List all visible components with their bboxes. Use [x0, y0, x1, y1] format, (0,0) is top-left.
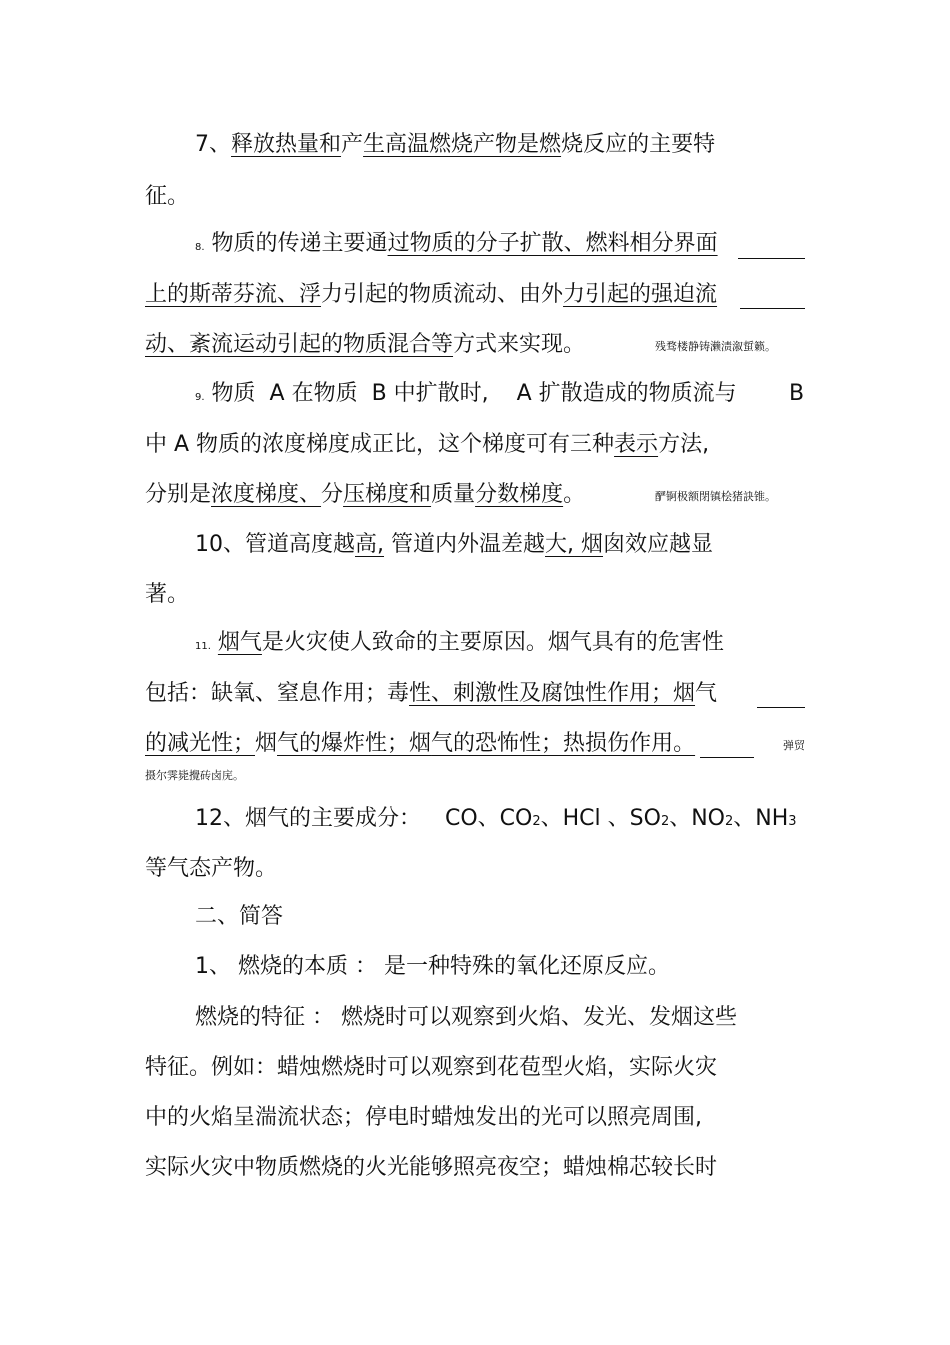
subscript: 3: [788, 814, 797, 829]
answer-blank: 烟: [574, 532, 604, 557]
text: 分别是: [145, 482, 212, 507]
text: 中 A 物质的浓度梯度成正比，这个梯度可有三种: [145, 432, 615, 457]
text: 管道内外温差越: [384, 532, 546, 557]
answer-blank: 分数梯度: [475, 482, 564, 507]
answer-blank: 大,: [545, 532, 575, 557]
item-number: 11.: [195, 641, 211, 652]
text: 力引起的物质流动、由外: [321, 282, 564, 307]
answer-blank: 表示: [614, 432, 659, 457]
item-number: 9.: [195, 392, 205, 403]
item-10-line-2: 著。: [145, 582, 190, 607]
text: 包括：缺氧、窒息作用；毒: [145, 681, 410, 706]
answer-blank: 性、刺激性及腐蚀性作用；烟: [409, 681, 696, 706]
answer-blank: 气的恐怖性；热: [431, 731, 586, 756]
text: 、管道高度越: [223, 532, 356, 557]
text: 烟: [255, 731, 278, 756]
text: 烧反应的主要特: [561, 132, 716, 157]
watermark-note: 残骛楼静铸濑渍溆蜇籁。: [655, 340, 776, 353]
item-number: 7: [195, 132, 209, 157]
answer-blank: 浓度梯度、: [211, 482, 322, 507]
text: 是火灾使人致命的主要原因。烟气具有的危害性: [261, 630, 724, 655]
item-8-line-3: [145, 330, 585, 360]
blank-underline: [757, 707, 805, 708]
text: 方法,: [658, 432, 710, 457]
answer-blank: 过物质的分子扩散、燃料: [387, 231, 630, 256]
answer-1-line-5: 实际火灾中物质燃烧的火光能够照亮夜空；蜡烛棉芯较长时: [145, 1155, 718, 1180]
text: 气: [695, 681, 718, 706]
text: 方式来实现。: [453, 332, 586, 357]
text: 物质的传递主要通: [211, 231, 388, 256]
watermark-note: 酽锕极额閉镇桧猪訣锥。: [655, 490, 776, 503]
answer-1-line-1: 1、 燃烧的本质 ： 是一种特殊的氧化还原反应。: [195, 954, 670, 979]
item-9-line-1: [195, 379, 737, 413]
answer-blank: 释放热量和: [231, 132, 342, 157]
answer-blank: 相分界面: [629, 231, 718, 256]
blank-underline: [740, 308, 805, 309]
item-8-line-1: [195, 229, 718, 263]
item-11-line-3: [145, 729, 695, 759]
blank-underline: [738, 258, 805, 259]
text: CO、CO: [445, 806, 533, 831]
item-9-line-3: [145, 480, 585, 510]
answer-blank: 的减光性；: [145, 731, 256, 756]
answer-1-line-2: 燃烧的特征 ： 燃烧时可以观察到火焰、发光、发烟这些: [195, 1005, 737, 1030]
item-12-line-1: [195, 804, 421, 834]
item-11-line-1: [195, 628, 724, 662]
item-11-line-2: [145, 679, 717, 709]
text: 囱效应越显: [603, 532, 714, 557]
answer-1-line-3: 特征。例如：蜡烛燃烧时可以观察到花苞型火焰，实际火灾: [145, 1055, 718, 1080]
subscript: 2: [532, 814, 541, 829]
item-8-line-2: [145, 280, 717, 310]
answer-blank: 动、: [145, 332, 190, 357]
text: 12、烟气的主要成分：: [195, 806, 421, 831]
watermark-note: 弹贸: [783, 739, 805, 752]
separator: 、: [209, 132, 232, 157]
answer-blank: 烟气: [217, 630, 262, 655]
text: 物质 A 在物质 B 中扩散时, A 扩散造成的物质流与: [211, 381, 737, 406]
item-12-line-2: 等气态产物。: [145, 856, 278, 881]
item-10-line-1: [195, 530, 713, 560]
answer-blank: 上的斯蒂芬流、浮: [145, 282, 322, 307]
text: 、NH: [733, 806, 789, 831]
subscript: 2: [660, 814, 670, 829]
subscript: 2: [725, 814, 734, 829]
item-9-line-2: [145, 430, 709, 460]
text: 。: [563, 482, 586, 507]
answer-blank: 高,: [355, 532, 385, 557]
item-12-formulas: [445, 804, 797, 837]
answer-blank: 损伤作用。: [585, 731, 696, 756]
answer-blank: 气的爆炸性；烟: [277, 731, 432, 756]
watermark-note: 摄尔霁毙攪砖卤庑。: [145, 769, 244, 782]
text: 质量: [431, 482, 476, 507]
blank-underline: [700, 757, 754, 758]
section-heading: 二、简答: [195, 904, 284, 929]
answer-blank: 紊流运动引起的物质混合等: [189, 332, 454, 357]
answer-blank: 压梯度和: [343, 482, 432, 507]
item-7-line-2: 征。: [145, 184, 190, 209]
item-number: 8.: [195, 242, 205, 253]
item-number: 10: [195, 532, 223, 557]
answer-1-line-4: 中的火焰呈湍流状态；停电时蜡烛发出的光可以照亮周围,: [145, 1105, 702, 1130]
item-7-line-1: [195, 130, 715, 160]
answer-blank: 力引起的强迫流: [563, 282, 718, 307]
text: 产: [341, 132, 364, 157]
text: 、HCl 、SO: [540, 806, 661, 831]
answer-blank: 生高温燃烧产物是燃: [363, 132, 562, 157]
text: 、NO: [669, 806, 725, 831]
item-9-line-1-end: B: [789, 381, 805, 406]
text: 分: [321, 482, 344, 507]
